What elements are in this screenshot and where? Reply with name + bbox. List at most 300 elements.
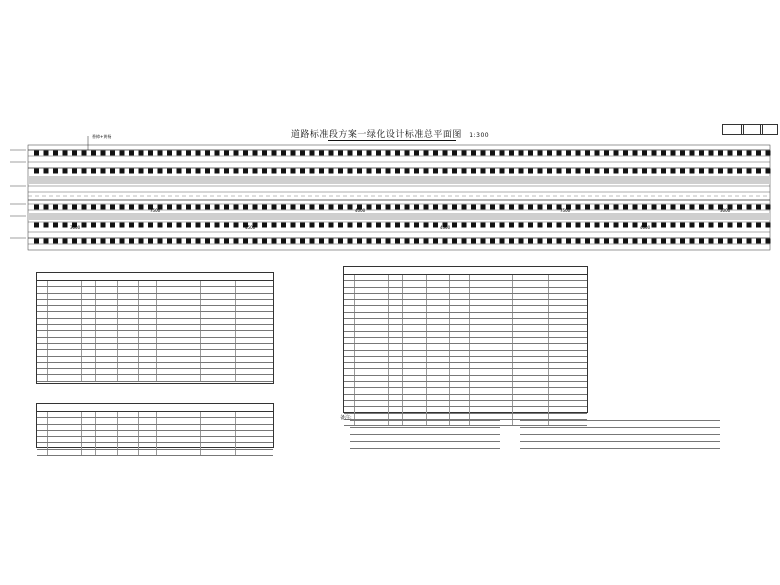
tree-symbol <box>367 205 372 210</box>
table-cell <box>470 357 514 362</box>
tree-symbol <box>338 239 343 244</box>
table-cell <box>139 375 157 380</box>
tree-symbol <box>234 223 239 228</box>
tree-symbol <box>224 151 229 156</box>
tree-symbol <box>414 239 419 244</box>
tree-symbol <box>623 223 628 228</box>
table-cell <box>37 375 48 380</box>
table-cell <box>549 363 587 368</box>
table-cell <box>450 338 470 343</box>
tree-symbol <box>395 205 400 210</box>
tree-symbol <box>737 239 742 244</box>
table-cell <box>549 300 587 305</box>
tree-symbol <box>509 205 514 210</box>
table-cell <box>403 338 427 343</box>
table-cell <box>82 319 97 324</box>
tree-symbol <box>63 169 68 174</box>
table-cell <box>549 395 587 400</box>
table-cell <box>344 388 355 393</box>
table-cell <box>157 312 201 317</box>
table-cell <box>48 294 82 299</box>
table-title <box>37 404 273 412</box>
tree-symbol <box>224 205 229 210</box>
table-cell <box>236 418 273 423</box>
note-line <box>350 420 500 424</box>
tree-symbol <box>452 151 457 156</box>
table-cell <box>139 418 157 423</box>
tree-symbol <box>253 169 258 174</box>
tree-symbol <box>376 151 381 156</box>
tree-symbol <box>215 239 220 244</box>
tree-symbol <box>519 239 524 244</box>
table-cell <box>470 382 514 387</box>
table-cell <box>344 294 355 299</box>
tree-symbol <box>395 223 400 228</box>
tree-symbol <box>300 205 305 210</box>
tree-symbol <box>566 239 571 244</box>
tree-symbol <box>357 239 362 244</box>
note-line <box>520 427 720 431</box>
tree-symbol <box>120 239 125 244</box>
tree-symbol <box>101 205 106 210</box>
table-cell <box>450 344 470 349</box>
tree-symbol <box>253 151 258 156</box>
table-cell <box>82 287 97 292</box>
table-cell <box>96 312 118 317</box>
shrub-strip <box>28 213 770 220</box>
table-cell <box>470 344 514 349</box>
tree-symbol <box>566 223 571 228</box>
tree-symbol <box>110 239 115 244</box>
table-cell <box>355 401 389 406</box>
tree-symbol <box>462 223 467 228</box>
tree-symbol <box>471 151 476 156</box>
table-cell <box>37 443 48 448</box>
table-cell <box>37 350 48 355</box>
table-cell <box>427 388 449 393</box>
table-cell <box>389 338 404 343</box>
table-cell <box>48 431 82 436</box>
table-cell <box>355 313 389 318</box>
tree-symbol <box>196 223 201 228</box>
table-cell <box>427 275 449 280</box>
tree-symbol <box>471 239 476 244</box>
tree-symbol <box>490 239 495 244</box>
table-cell <box>355 351 389 356</box>
table-cell <box>201 338 237 343</box>
table-cell <box>549 275 587 280</box>
tree-symbol <box>243 151 248 156</box>
tree-symbol <box>433 205 438 210</box>
table-cell <box>118 369 138 374</box>
tree-symbol <box>300 239 305 244</box>
table-cell <box>344 407 355 412</box>
table-cell <box>96 431 118 436</box>
table-cell <box>118 300 138 305</box>
tree-symbol <box>576 205 581 210</box>
tree-symbol <box>196 151 201 156</box>
tree-symbol <box>756 151 761 156</box>
table-cell <box>389 306 404 311</box>
tree-symbol <box>243 205 248 210</box>
tree-symbol <box>490 169 495 174</box>
tree-symbol <box>34 151 39 156</box>
table-cell <box>427 300 449 305</box>
tree-symbol <box>718 169 723 174</box>
table-cell <box>48 357 82 362</box>
note-line <box>520 434 720 438</box>
table-cell <box>118 412 138 417</box>
tree-symbol <box>53 223 58 228</box>
plant-table-1 <box>36 272 274 384</box>
tree-symbol <box>101 223 106 228</box>
table-cell <box>157 344 201 349</box>
table-cell <box>427 401 449 406</box>
table-cell <box>96 350 118 355</box>
table-cell <box>549 388 587 393</box>
tree-symbol <box>291 239 296 244</box>
table-cell <box>549 294 587 299</box>
tree-symbol <box>433 169 438 174</box>
tree-symbol <box>642 239 647 244</box>
table-cell <box>344 319 355 324</box>
table-cell <box>236 338 273 343</box>
tree-symbol <box>481 223 486 228</box>
table-cell <box>470 281 514 286</box>
tree-symbol <box>709 239 714 244</box>
tree-symbol <box>186 169 191 174</box>
tree-symbol <box>500 205 505 210</box>
table-cell <box>37 300 48 305</box>
table-cell <box>139 306 157 311</box>
tree-symbol <box>44 223 49 228</box>
table-body <box>37 412 273 456</box>
table-cell <box>157 281 201 286</box>
plant-table-2 <box>36 403 274 448</box>
tree-symbol <box>272 151 277 156</box>
tree-symbol <box>509 169 514 174</box>
tree-symbol <box>348 223 353 228</box>
table-cell <box>157 431 201 436</box>
table-cell <box>403 344 427 349</box>
tree-symbol <box>728 169 733 174</box>
note-line <box>350 441 500 445</box>
tree-symbol <box>424 205 429 210</box>
tree-symbol <box>728 223 733 228</box>
table-cell <box>403 332 427 337</box>
table-cell <box>118 431 138 436</box>
tree-symbol <box>53 205 58 210</box>
tree-symbol <box>766 223 771 228</box>
tree-symbol <box>34 223 39 228</box>
table-cell <box>403 325 427 330</box>
tree-symbol <box>452 239 457 244</box>
table-cell <box>201 325 237 330</box>
table-cell <box>470 388 514 393</box>
tree-symbol <box>633 169 638 174</box>
tree-symbol <box>566 151 571 156</box>
tree-symbol <box>642 169 647 174</box>
table-cell <box>82 450 97 455</box>
tree-symbol <box>576 223 581 228</box>
tree-symbol <box>709 169 714 174</box>
table-cell <box>82 281 97 286</box>
note-line <box>520 441 720 445</box>
tree-symbol <box>319 151 324 156</box>
table-cell <box>236 437 273 442</box>
tree-symbol <box>386 223 391 228</box>
tree-symbol <box>500 223 505 228</box>
tree-symbol <box>82 205 87 210</box>
table-cell <box>389 401 404 406</box>
tree-symbol <box>291 205 296 210</box>
tree-symbol <box>747 223 752 228</box>
table-cell <box>450 306 470 311</box>
table-cell <box>157 338 201 343</box>
table-cell <box>157 325 201 330</box>
table-cell <box>96 357 118 362</box>
table-cell <box>549 351 587 356</box>
tree-symbol <box>319 205 324 210</box>
tree-symbol <box>148 239 153 244</box>
table-cell <box>344 332 355 337</box>
tree-symbol <box>652 151 657 156</box>
table-cell <box>450 275 470 280</box>
table-cell <box>549 281 587 286</box>
tree-symbol <box>642 151 647 156</box>
tree-symbol <box>718 151 723 156</box>
tree-symbol <box>329 205 334 210</box>
tree-symbol <box>376 239 381 244</box>
tree-symbol <box>319 239 324 244</box>
table-cell <box>236 369 273 374</box>
tree-symbol <box>224 223 229 228</box>
table-cell <box>513 363 549 368</box>
tree-symbol <box>272 239 277 244</box>
drawing-scale: 1:300 <box>469 132 490 139</box>
tree-symbol <box>756 205 761 210</box>
table-cell <box>344 344 355 349</box>
tree-symbol <box>386 239 391 244</box>
table-cell <box>37 319 48 324</box>
tree-symbol <box>205 205 210 210</box>
table-cell <box>427 325 449 330</box>
tree-symbol <box>186 239 191 244</box>
table-cell <box>427 357 449 362</box>
tree-symbol <box>633 151 638 156</box>
table-cell <box>96 294 118 299</box>
tree-symbol <box>452 223 457 228</box>
tree-symbol <box>595 223 600 228</box>
table-cell <box>157 450 201 455</box>
table-cell <box>236 450 273 455</box>
tree-symbol <box>766 239 771 244</box>
table-cell <box>118 437 138 442</box>
table-cell <box>201 375 237 380</box>
table-cell <box>37 425 48 430</box>
table-cell <box>427 332 449 337</box>
table-cell <box>48 325 82 330</box>
table-cell <box>82 418 97 423</box>
tree-symbol <box>623 205 628 210</box>
tree-symbol <box>718 223 723 228</box>
dimension-label: 7500 <box>560 208 571 213</box>
tree-symbol <box>652 169 657 174</box>
table-cell <box>157 443 201 448</box>
tree-symbol <box>443 239 448 244</box>
tree-symbol <box>671 223 676 228</box>
table-cell <box>96 325 118 330</box>
table-cell <box>450 401 470 406</box>
table-cell <box>355 294 389 299</box>
table-cell <box>118 363 138 368</box>
table-cell <box>450 300 470 305</box>
table-body <box>344 275 587 426</box>
table-cell <box>37 338 48 343</box>
table-cell <box>236 281 273 286</box>
tree-symbol <box>224 239 229 244</box>
tree-symbol <box>310 169 315 174</box>
tree-symbol <box>262 223 267 228</box>
table-cell <box>96 344 118 349</box>
table-cell <box>403 288 427 293</box>
tree-symbol <box>338 223 343 228</box>
table-cell <box>470 294 514 299</box>
table-cell <box>201 294 237 299</box>
table-cell <box>236 412 273 417</box>
tree-symbol <box>709 151 714 156</box>
table-cell <box>236 431 273 436</box>
table-cell <box>549 313 587 318</box>
tree-symbol <box>338 205 343 210</box>
tree-symbol <box>500 151 505 156</box>
tree-symbol <box>139 205 144 210</box>
table-cell <box>513 376 549 381</box>
table-cell <box>48 443 82 448</box>
tree-symbol <box>699 151 704 156</box>
tree-symbol <box>129 239 134 244</box>
table-cell <box>389 288 404 293</box>
table-cell <box>82 357 97 362</box>
table-cell <box>118 281 138 286</box>
tree-symbol <box>215 169 220 174</box>
dimension-label: 7500 <box>150 208 161 213</box>
table-cell <box>513 369 549 374</box>
tree-symbol <box>490 223 495 228</box>
table-cell <box>118 306 138 311</box>
tree-symbol <box>262 205 267 210</box>
table-cell <box>37 412 48 417</box>
tree-symbol <box>623 169 628 174</box>
tree-symbol <box>481 151 486 156</box>
table-cell <box>389 395 404 400</box>
table-cell <box>403 294 427 299</box>
table-cell <box>403 395 427 400</box>
tree-symbol <box>509 151 514 156</box>
table-cell <box>427 382 449 387</box>
table-cell <box>96 418 118 423</box>
table-cell <box>427 288 449 293</box>
table-cell <box>96 331 118 336</box>
tree-symbol <box>367 223 372 228</box>
tree-symbol <box>215 151 220 156</box>
table-cell <box>470 338 514 343</box>
table-cell <box>403 388 427 393</box>
tree-symbol <box>737 151 742 156</box>
table-cell <box>389 325 404 330</box>
tree-symbol <box>72 239 77 244</box>
table-cell <box>450 351 470 356</box>
tree-symbol <box>547 239 552 244</box>
table-cell <box>389 332 404 337</box>
tree-symbol <box>196 205 201 210</box>
table-cell <box>96 443 118 448</box>
table-cell <box>37 418 48 423</box>
table-cell <box>450 376 470 381</box>
table-cell <box>118 312 138 317</box>
tree-symbol <box>101 169 106 174</box>
table-cell <box>157 300 201 305</box>
table-cell <box>513 407 549 412</box>
table-cell <box>427 294 449 299</box>
table-cell <box>48 450 82 455</box>
table-cell <box>403 376 427 381</box>
table-cell <box>139 287 157 292</box>
tree-symbol <box>547 169 552 174</box>
tree-symbol <box>405 205 410 210</box>
table-cell <box>96 306 118 311</box>
table-cell <box>118 350 138 355</box>
tree-symbol <box>462 169 467 174</box>
tree-symbol <box>414 223 419 228</box>
table-cell <box>355 281 389 286</box>
tree-symbol <box>262 151 267 156</box>
tree-symbol <box>452 169 457 174</box>
table-cell <box>37 281 48 286</box>
table-body <box>37 281 273 382</box>
table-cell <box>96 369 118 374</box>
tree-symbol <box>348 205 353 210</box>
table-cell <box>513 294 549 299</box>
table-cell <box>549 401 587 406</box>
table-cell <box>201 412 237 417</box>
tree-symbol <box>310 205 315 210</box>
tree-symbol <box>576 151 581 156</box>
table-cell <box>82 312 97 317</box>
table-cell <box>139 363 157 368</box>
plant-table-3 <box>343 266 588 413</box>
tree-symbol <box>72 169 77 174</box>
table-cell <box>37 369 48 374</box>
note-line <box>350 427 500 431</box>
tree-symbol <box>205 151 210 156</box>
table-cell <box>139 281 157 286</box>
tree-symbol <box>671 151 676 156</box>
tree-symbol <box>129 169 134 174</box>
tree-symbol <box>680 205 685 210</box>
table-cell <box>157 425 201 430</box>
table-cell <box>513 325 549 330</box>
table-cell <box>139 331 157 336</box>
tree-symbol <box>82 169 87 174</box>
table-cell <box>403 275 427 280</box>
tree-symbol <box>500 239 505 244</box>
table-cell <box>403 401 427 406</box>
table-cell <box>427 407 449 412</box>
tree-symbol <box>167 205 172 210</box>
table-cell <box>201 369 237 374</box>
tree-symbol <box>272 223 277 228</box>
